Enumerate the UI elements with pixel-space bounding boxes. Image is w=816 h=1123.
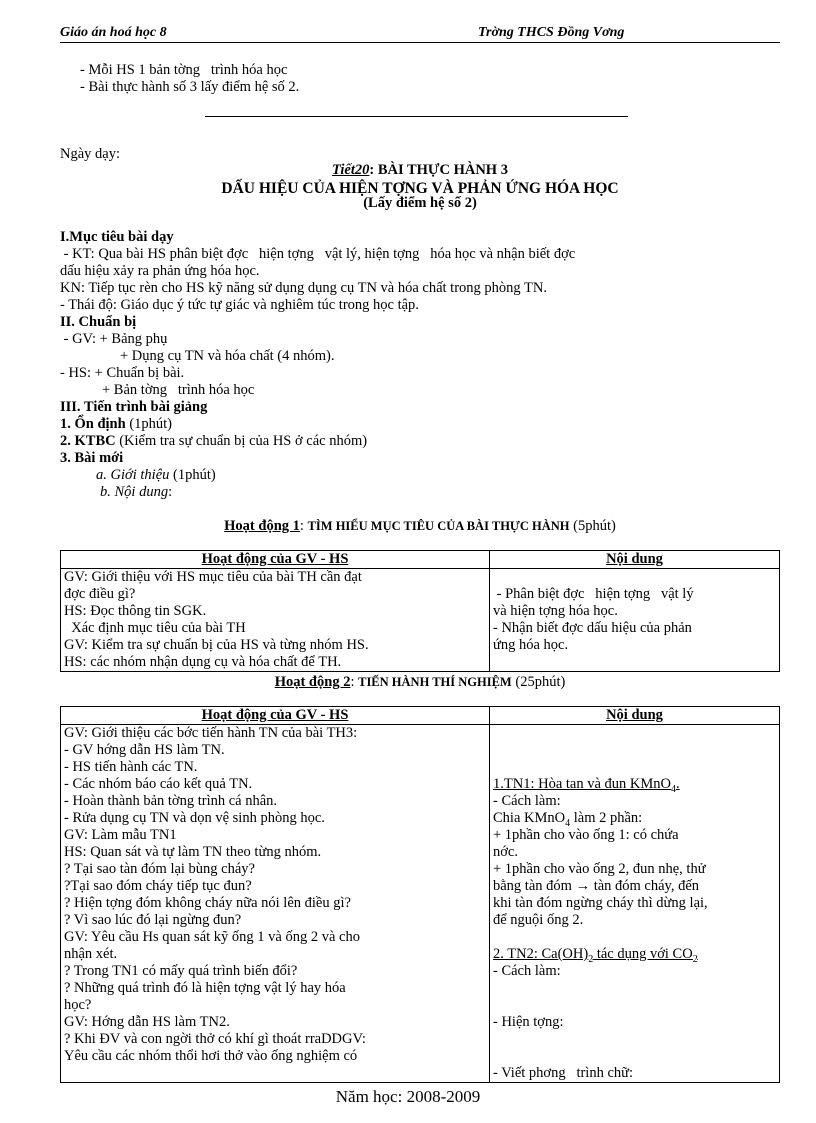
- lesson-name: BÀI THỰC HÀNH 3: [377, 162, 508, 178]
- p2-end: tàn đóm cháy, đến: [590, 878, 700, 894]
- tn1-end: .: [676, 776, 680, 792]
- content-cell: [490, 725, 780, 1083]
- cell-line: - HS tiến hành các TN.: [64, 759, 198, 775]
- prep-gv-2: + Dụng cụ TN và hóa chất (4 nhóm).: [120, 348, 335, 364]
- prep-hs-1: - HS: + Chuẩn bị bài.: [60, 365, 185, 381]
- activity-cell: [61, 725, 490, 1083]
- prep-gv-1: - GV: + Bảng phụ: [60, 331, 168, 347]
- table-row: [61, 725, 780, 1083]
- activity-2-time: (25phút): [511, 674, 566, 690]
- prep-heading: II. Chuẩn bị: [60, 314, 137, 330]
- lesson-subtitle: DẤU HIỆU CỦA HIỆN TỢNG VÀ PHẢN ỨNG HÓA HỌC: [221, 180, 619, 197]
- chia-sub: 4: [565, 817, 571, 829]
- activity-1-title: TÌM HIỂU MỤC TIÊU CỦA BÀI THỰC HÀNH: [307, 519, 570, 533]
- tn1-sub: 4: [671, 783, 677, 795]
- cell-line: - Hiện tợng:: [493, 1014, 564, 1030]
- cell-line: GV: Yêu cầu Hs quan sát kỹ ống 1 và ống 2 và cho: [64, 929, 360, 945]
- cell-line: + 1phần cho vào ống 1: có chứa: [493, 827, 679, 843]
- cell-line: GV: Giới thiệu các bớc tiến hành TN của bài TH3:: [64, 725, 358, 741]
- cell-line: nớc.: [493, 844, 518, 860]
- cell-line: - Nhận biết đợc dấu hiệu của phản: [493, 620, 692, 636]
- page-footer: Năm học: 2008-2009: [335, 1087, 481, 1106]
- cell-line: để nguội ống 2.: [493, 912, 584, 928]
- table-header-row: [61, 707, 780, 725]
- objective-line: - KT: Qua bài HS phân biệt đợc hiện tợng vật lý, hiện tợng hóa học và nhận biết đợc: [60, 246, 576, 262]
- step-2-label: 2. KTBC: [60, 433, 116, 449]
- intro-line: - Bài thực hành số 3 lấy điểm hệ số 2.: [80, 79, 300, 95]
- step-2-text: (Kiểm tra sự chuẩn bị của HS ở các nhóm): [115, 433, 368, 449]
- cell-line: HS: Đọc thông tin SGK.: [64, 603, 207, 619]
- lesson-number: Tiết20: [332, 162, 370, 178]
- col-header-content: Nội dung: [490, 707, 780, 725]
- step-3b-text: :: [168, 484, 173, 500]
- col-header-content: Nội dung: [490, 551, 780, 569]
- col-header-activity: Hoạt động của GV - HS: [61, 551, 490, 569]
- date-label: Ngày dạy:: [60, 146, 120, 162]
- cell-line: HS: Quan sát và tự làm TN theo từng nhóm.: [64, 844, 322, 860]
- cell-line: - Các nhóm báo cáo kết quả TN.: [64, 776, 253, 792]
- table-row: [61, 569, 780, 672]
- cell-line: ? Những quá trình đó là hiện tợng vật lý hay hóa: [64, 980, 346, 996]
- cell-line: HS: các nhóm nhận dụng cụ và hóa chất để TH.: [64, 654, 342, 670]
- prep-hs-2: + Bản tờng trình hóa học: [102, 382, 255, 398]
- activity-1-label: Hoạt động 1: [224, 518, 300, 534]
- process-heading: III. Tiến trình bài giảng: [60, 399, 208, 415]
- cell-line: [493, 810, 776, 827]
- objective-line: KN: Tiếp tục rèn cho HS kỹ năng sử dụng dụng cụ TN và hóa chất trong phòng TN.: [60, 280, 547, 296]
- activity-2-table: [60, 706, 780, 1083]
- cell-line: ? Hiện tợng đóm không cháy nữa nói lên điều gì?: [64, 895, 351, 911]
- lesson-title: [60, 162, 780, 179]
- activity-1-sep: :: [299, 518, 308, 534]
- cell-line: - Rửa dụng cụ TN và dọn vệ sinh phòng học.: [64, 810, 325, 826]
- cell-line: khi tàn đóm ngừng cháy thì dừng lại,: [493, 895, 708, 911]
- activity-2-title: TIẾN HÀNH THÍ NGHIỆM: [358, 675, 512, 689]
- activity-1-heading: [60, 518, 780, 535]
- cell-line: ? Tại sao tàn đóm lại bùng cháy?: [64, 861, 255, 877]
- page-header: [60, 22, 780, 43]
- tn1-text: 1.TN1: Hòa tan và đun KMnO: [493, 776, 672, 792]
- cell-line: GV: Hớng dẫn HS làm TN2.: [64, 1014, 230, 1030]
- step-3b: [60, 484, 780, 501]
- objectives: [60, 229, 780, 501]
- activity-1-table: [60, 550, 780, 672]
- cell-line: GV: Giới thiệu với HS mục tiêu của bài TH cần đạt: [64, 569, 362, 585]
- cell-line: - Phân biệt đợc hiện tợng vật lý: [493, 586, 694, 602]
- cell-line: nhận xét.: [64, 946, 118, 962]
- arrow-icon: →: [575, 878, 591, 894]
- objective-line: dấu hiệu xảy ra phản ứng hóa học.: [60, 263, 260, 279]
- step-3: 3. Bài mới: [60, 450, 124, 466]
- activity-2-label: Hoạt động 2: [274, 674, 351, 690]
- table-header-row: [61, 551, 780, 569]
- activity-2-sep: :: [350, 674, 359, 690]
- step-3a-label: a. Giới thiệu: [96, 467, 170, 483]
- step-3b-label: b. Nội dung: [100, 484, 169, 500]
- cell-line: ?Tại sao đóm cháy tiếp tục đun?: [64, 878, 252, 894]
- lesson-sep: :: [369, 162, 375, 178]
- cell-line: Yêu cầu các nhóm thổi hơi thở vào ống nghiệm có: [64, 1048, 358, 1064]
- cell-line: - GV hớng dẫn HS làm TN.: [64, 742, 225, 758]
- header-left: Giáo án hoá học 8: [60, 25, 167, 40]
- cell-line: + 1phần cho vào ống 2, đun nhẹ, thử: [493, 861, 706, 877]
- cell-line: - Hoàn thành bản tờng trình cá nhân.: [64, 793, 278, 809]
- tn2-sub2: 2: [692, 953, 698, 965]
- step-3a: [60, 467, 780, 484]
- intro-line: - Mỗi HS 1 bản tờng trình hóa học: [80, 62, 288, 78]
- cell-line: ? Vì sao lúc đó lại ngừng đun?: [64, 912, 242, 928]
- activity-2-heading: [60, 674, 780, 691]
- p2-text: bằng tàn đóm: [493, 878, 576, 894]
- separator-line: [205, 116, 628, 117]
- tn2-heading: [493, 946, 776, 963]
- cell-line: đợc điều gì?: [64, 586, 136, 602]
- cell-line: ? Trong TN1 có mấy quá trình biến đổi?: [64, 963, 298, 979]
- lesson-note: (Lấy điểm hệ số 2): [363, 195, 477, 211]
- chia-end: làm 2 phần:: [570, 810, 643, 826]
- step-1-text: (1phút): [125, 416, 173, 432]
- cell-line: GV: Kiểm tra sự chuẩn bị của HS và từng nhóm HS.: [64, 637, 369, 653]
- objective-line: - Thái độ: Giáo dục ý tức tự giác và nghiêm túc trong học tập.: [60, 297, 419, 313]
- activity-cell: [61, 569, 490, 672]
- header-right: Trờng THCS Đồng Vơng: [478, 25, 625, 40]
- step-2: [60, 433, 780, 450]
- tn2-text: 2. TN2: Ca(OH): [493, 946, 589, 962]
- cell-line: ứng hóa học.: [493, 637, 569, 653]
- cell-line: GV: Làm mẫu TN1: [64, 827, 177, 843]
- tn2-mid: tác dụng với CO: [593, 946, 693, 962]
- cell-line: ? Khi ĐV và con ngời thở có khí gì thoát rraDDGV:: [64, 1031, 366, 1047]
- tn2-sub: 2: [588, 953, 594, 965]
- step-3a-text: (1phút): [169, 467, 216, 483]
- tn1-heading: [493, 776, 776, 793]
- cell-line: Xác định mục tiêu của bài TH: [64, 620, 246, 636]
- cell-line: [493, 878, 776, 895]
- activity-1-time: (5phút): [569, 518, 616, 534]
- content-cell: [490, 569, 780, 672]
- step-1-label: 1. Ổn định: [60, 416, 126, 432]
- step-1: [60, 416, 780, 433]
- cell-line: - Cách làm:: [493, 793, 561, 809]
- cell-line: - Cách làm:: [493, 963, 561, 979]
- cell-line: học?: [64, 997, 92, 1013]
- cell-line: và hiện tợng hóa học.: [493, 603, 618, 619]
- col-header-activity: Hoạt động của GV - HS: [61, 707, 490, 725]
- chia-text: Chia KMnO: [493, 810, 566, 826]
- intro: [60, 62, 780, 96]
- cell-line: - Viết phơng trình chữ:: [493, 1065, 634, 1081]
- objectives-heading: I.Mục tiêu bài dạy: [60, 229, 174, 245]
